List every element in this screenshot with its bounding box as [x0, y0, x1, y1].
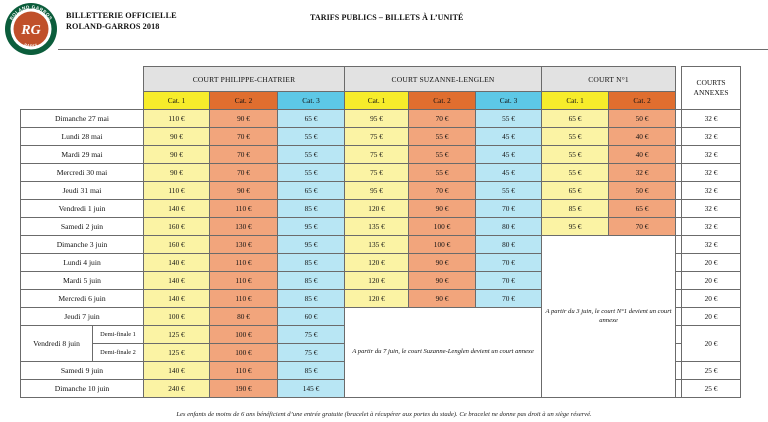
category-header: Cat. 2 — [609, 92, 676, 110]
price-cell: 140 € — [144, 200, 210, 218]
day-label: Lundi 28 mai — [21, 128, 144, 146]
annexe-price-cell: 20 € — [682, 290, 741, 308]
price-cell: 100 € — [409, 236, 476, 254]
price-cell: 110 € — [210, 272, 278, 290]
category-header-row — [21, 92, 741, 110]
price-cell: 135 € — [345, 218, 409, 236]
logo-text-bottom: PARIS — [23, 42, 39, 49]
price-cell: 85 € — [278, 290, 345, 308]
price-cell: 55 € — [476, 110, 542, 128]
category-header: Cat. 2 — [210, 92, 278, 110]
table-row — [21, 200, 741, 218]
price-cell: 65 € — [609, 200, 676, 218]
price-cell: 55 € — [409, 128, 476, 146]
annexe-price-cell: 25 € — [682, 362, 741, 380]
price-cell: 85 € — [278, 200, 345, 218]
courts-annexes-header: COURTS ANNEXES — [682, 67, 741, 110]
price-cell: 70 € — [409, 182, 476, 200]
lenglen-annexe-note: A partir du 7 juin, le court Suzanne-Lenglen devient un court annexe — [345, 308, 542, 398]
price-cell: 50 € — [609, 110, 676, 128]
session-label: Demi-finale 2 — [93, 344, 144, 362]
price-cell: 85 € — [278, 272, 345, 290]
price-cell: 40 € — [609, 128, 676, 146]
category-header: Cat. 3 — [476, 92, 542, 110]
annexe-price-cell: 20 € — [682, 308, 741, 326]
day-label: Vendredi 8 juin — [21, 326, 93, 362]
price-cell: 120 € — [345, 254, 409, 272]
price-cell: 50 € — [609, 182, 676, 200]
annexe-price-cell: 20 € — [682, 254, 741, 272]
price-cell: 90 € — [144, 146, 210, 164]
category-header: Cat. 3 — [278, 92, 345, 110]
price-cell: 70 € — [476, 272, 542, 290]
price-cell: 55 € — [476, 182, 542, 200]
day-label: Mardi 5 juin — [21, 272, 144, 290]
header-divider — [58, 49, 768, 50]
price-cell: 125 € — [144, 344, 210, 362]
price-cell: 80 € — [476, 218, 542, 236]
price-cell: 85 € — [278, 362, 345, 380]
table-row — [21, 146, 741, 164]
price-cell: 80 € — [476, 236, 542, 254]
price-cell: 145 € — [278, 380, 345, 398]
price-cell: 130 € — [210, 218, 278, 236]
table-row — [21, 110, 741, 128]
price-cell: 120 € — [345, 200, 409, 218]
annexe-price-cell: 32 € — [682, 200, 741, 218]
day-label: Dimanche 27 mai — [21, 110, 144, 128]
price-cell: 100 € — [409, 218, 476, 236]
price-cell: 140 € — [144, 272, 210, 290]
annexe-price-cell: 32 € — [682, 218, 741, 236]
price-cell: 110 € — [210, 290, 278, 308]
price-cell: 95 € — [278, 218, 345, 236]
price-cell: 55 € — [278, 128, 345, 146]
price-cell: 70 € — [476, 254, 542, 272]
price-cell: 55 € — [278, 146, 345, 164]
annexe-price-cell: 20 € — [682, 272, 741, 290]
price-cell: 110 € — [210, 254, 278, 272]
price-cell: 100 € — [210, 344, 278, 362]
table-row — [21, 182, 741, 200]
price-cell: 130 € — [210, 236, 278, 254]
price-cell: 70 € — [210, 164, 278, 182]
price-cell: 140 € — [144, 290, 210, 308]
price-cell: 40 € — [609, 146, 676, 164]
annexe-price-cell: 32 € — [682, 182, 741, 200]
price-cell: 65 € — [278, 110, 345, 128]
day-label: Mardi 29 mai — [21, 146, 144, 164]
header-blank — [21, 92, 144, 110]
price-cell: 135 € — [345, 236, 409, 254]
court-chatrier-header: COURT PHILIPPE-CHATRIER — [144, 67, 345, 92]
price-cell: 125 € — [144, 326, 210, 344]
annexe-price-cell: 32 € — [682, 164, 741, 182]
court-header-row — [21, 67, 741, 92]
price-cell: 70 € — [210, 128, 278, 146]
day-label: Samedi 2 juin — [21, 218, 144, 236]
price-cell: 85 € — [542, 200, 609, 218]
price-cell: 90 € — [409, 254, 476, 272]
price-cell: 90 € — [409, 290, 476, 308]
day-label: Jeudi 31 mai — [21, 182, 144, 200]
price-cell: 55 € — [542, 164, 609, 182]
price-table — [20, 66, 741, 398]
price-cell: 75 € — [345, 164, 409, 182]
price-cell: 60 € — [278, 308, 345, 326]
category-header: Cat. 1 — [345, 92, 409, 110]
price-cell: 70 € — [476, 200, 542, 218]
table-row — [21, 128, 741, 146]
price-cell: 65 € — [542, 182, 609, 200]
category-header: Cat. 1 — [144, 92, 210, 110]
day-label: Mercredi 6 juin — [21, 290, 144, 308]
annexe-price-cell: 25 € — [682, 380, 741, 398]
price-cell: 100 € — [210, 326, 278, 344]
price-cell: 65 € — [278, 182, 345, 200]
price-cell: 190 € — [210, 380, 278, 398]
category-header: Cat. 1 — [542, 92, 609, 110]
header-block — [66, 10, 177, 32]
price-cell: 110 € — [210, 362, 278, 380]
day-label: Dimanche 3 juin — [21, 236, 144, 254]
price-cell: 55 € — [409, 164, 476, 182]
price-cell: 55 € — [278, 164, 345, 182]
price-cell: 85 € — [278, 254, 345, 272]
header-line-1: BILLETTERIE OFFICIELLE — [66, 11, 177, 20]
price-cell: 70 € — [476, 290, 542, 308]
annexe-price-cell: 20 € — [682, 326, 741, 362]
price-cell: 75 € — [345, 146, 409, 164]
annexe-price-cell: 32 € — [682, 128, 741, 146]
price-cell: 90 € — [210, 110, 278, 128]
price-cell: 45 € — [476, 146, 542, 164]
price-cell: 75 € — [278, 344, 345, 362]
table-row — [21, 236, 741, 254]
header-blank — [21, 67, 144, 92]
annexe-price-cell: 32 € — [682, 110, 741, 128]
annexe-price-cell: 32 € — [682, 146, 741, 164]
price-cell: 65 € — [542, 110, 609, 128]
column-gap — [676, 344, 682, 362]
day-label: Dimanche 10 juin — [21, 380, 144, 398]
price-cell: 75 € — [345, 128, 409, 146]
price-cell: 70 € — [609, 218, 676, 236]
price-cell: 95 € — [278, 236, 345, 254]
price-cell: 90 € — [210, 182, 278, 200]
price-cell: 55 € — [409, 146, 476, 164]
price-cell: 160 € — [144, 218, 210, 236]
logo-text-top: ROLAND GARROS — [8, 4, 54, 21]
price-cell: 110 € — [210, 200, 278, 218]
price-cell: 70 € — [409, 110, 476, 128]
header-line-2: ROLAND-GARROS 2018 — [66, 22, 160, 31]
day-label: Lundi 4 juin — [21, 254, 144, 272]
annexe-price-cell: 32 € — [682, 236, 741, 254]
price-cell: 140 € — [144, 254, 210, 272]
table-row — [21, 218, 741, 236]
price-cell: 160 € — [144, 236, 210, 254]
page-title: TARIFS PUBLICS – BILLETS À L’UNITÉ — [310, 13, 464, 22]
day-label: Samedi 9 juin — [21, 362, 144, 380]
price-cell: 90 € — [144, 164, 210, 182]
price-cell: 70 € — [210, 146, 278, 164]
price-cell: 95 € — [345, 110, 409, 128]
day-label: Vendredi 1 juin — [21, 200, 144, 218]
price-cell: 45 € — [476, 128, 542, 146]
day-label: Jeudi 7 juin — [21, 308, 144, 326]
price-cell: 32 € — [609, 164, 676, 182]
price-cell: 120 € — [345, 290, 409, 308]
roland-garros-logo — [4, 2, 58, 56]
price-cell: 55 € — [542, 146, 609, 164]
price-cell: 110 € — [144, 182, 210, 200]
footnote: Les enfants de moins de 6 ans bénéficient d’une entrée gratuite (bracelet à récupérer aux portes du stade). Ce bracelet ne donne pas droit à un siège réservé. — [176, 411, 592, 418]
price-cell: 95 € — [542, 218, 609, 236]
price-cell: 90 € — [144, 128, 210, 146]
price-cell: 75 € — [278, 326, 345, 344]
price-cell: 90 € — [409, 200, 476, 218]
price-cell: 240 € — [144, 380, 210, 398]
price-cell: 55 € — [542, 128, 609, 146]
price-cell: 100 € — [144, 308, 210, 326]
category-header: Cat. 2 — [409, 92, 476, 110]
price-cell: 140 € — [144, 362, 210, 380]
session-label: Demi-finale 1 — [93, 326, 144, 344]
court-1-header: COURT N°1 — [542, 67, 676, 92]
table-row — [21, 164, 741, 182]
price-cell: 80 € — [210, 308, 278, 326]
price-cell: 45 € — [476, 164, 542, 182]
price-cell: 95 € — [345, 182, 409, 200]
price-cell: 120 € — [345, 272, 409, 290]
court-lenglen-header: COURT SUZANNE-LENGLEN — [345, 67, 542, 92]
court-1-annexe-note: A partir du 3 juin, le court N°1 devient un court annexe — [542, 236, 676, 398]
logo-monogram: RG — [21, 23, 41, 38]
day-label: Mercredi 30 mai — [21, 164, 144, 182]
price-cell: 90 € — [409, 272, 476, 290]
price-cell: 110 € — [144, 110, 210, 128]
